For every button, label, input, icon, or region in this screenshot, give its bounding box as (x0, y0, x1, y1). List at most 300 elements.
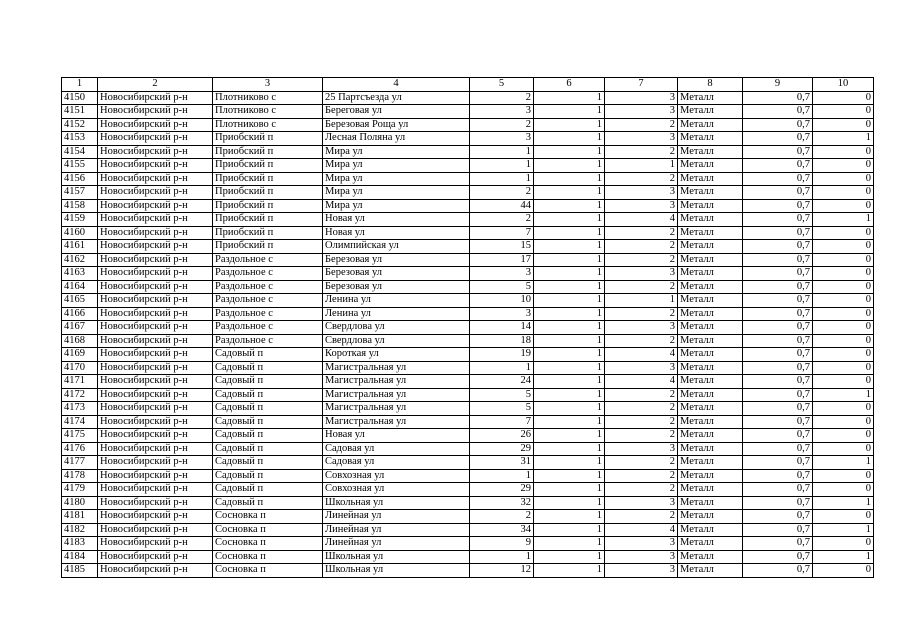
data-table (61, 77, 874, 578)
cell-settlement: Садовый п (213, 388, 323, 402)
table-row (62, 294, 874, 308)
cell-col-7: 2 (605, 280, 678, 294)
cell-col-7: 3 (605, 496, 678, 510)
cell-col-10: 0 (813, 402, 874, 416)
cell-material: Металл (678, 280, 743, 294)
cell-col-6: 1 (534, 105, 605, 119)
cell-district: Новосибирский р-н (98, 199, 213, 213)
cell-district: Новосибирский р-н (98, 307, 213, 321)
table-row (62, 537, 874, 551)
cell-col-6: 1 (534, 361, 605, 375)
cell-material: Металл (678, 172, 743, 186)
table-row (62, 253, 874, 267)
cell-settlement: Садовый п (213, 483, 323, 497)
cell-house-number: 26 (470, 429, 534, 443)
cell-col-6: 1 (534, 199, 605, 213)
cell-col-9: 0,7 (743, 402, 813, 416)
table-row (62, 213, 874, 227)
cell-settlement: Приобский п (213, 186, 323, 200)
table-row (62, 442, 874, 456)
cell-street: Садовая ул (323, 456, 470, 470)
cell-col-7: 3 (605, 132, 678, 146)
cell-district: Новосибирский р-н (98, 91, 213, 105)
cell-col-6: 1 (534, 456, 605, 470)
cell-col-6: 1 (534, 172, 605, 186)
cell-row-number: 4185 (62, 564, 98, 578)
cell-col-7: 2 (605, 334, 678, 348)
cell-street: Магистральная ул (323, 361, 470, 375)
cell-col-7: 3 (605, 91, 678, 105)
table-row (62, 402, 874, 416)
cell-row-number: 4176 (62, 442, 98, 456)
cell-settlement: Садовый п (213, 429, 323, 443)
cell-district: Новосибирский р-н (98, 456, 213, 470)
cell-settlement: Раздольное с (213, 280, 323, 294)
cell-street: Олимпийская ул (323, 240, 470, 254)
cell-col-7: 2 (605, 483, 678, 497)
column-header-9: 9 (743, 78, 813, 92)
cell-row-number: 4154 (62, 145, 98, 159)
cell-street: Короткая ул (323, 348, 470, 362)
cell-house-number: 1 (470, 361, 534, 375)
cell-col-7: 3 (605, 537, 678, 551)
cell-col-9: 0,7 (743, 550, 813, 564)
cell-col-9: 0,7 (743, 537, 813, 551)
table-row (62, 321, 874, 335)
cell-col-9: 0,7 (743, 348, 813, 362)
cell-row-number: 4168 (62, 334, 98, 348)
cell-col-6: 1 (534, 118, 605, 132)
cell-material: Металл (678, 91, 743, 105)
cell-house-number: 7 (470, 226, 534, 240)
column-header-7: 7 (605, 78, 678, 92)
cell-material: Металл (678, 226, 743, 240)
cell-col-9: 0,7 (743, 172, 813, 186)
cell-district: Новосибирский р-н (98, 429, 213, 443)
cell-col-9: 0,7 (743, 415, 813, 429)
cell-material: Металл (678, 456, 743, 470)
cell-settlement: Приобский п (213, 132, 323, 146)
cell-col-10: 0 (813, 321, 874, 335)
cell-col-6: 1 (534, 186, 605, 200)
cell-col-7: 1 (605, 294, 678, 308)
cell-settlement: Плотниково с (213, 105, 323, 119)
cell-col-6: 1 (534, 415, 605, 429)
cell-material: Металл (678, 186, 743, 200)
cell-row-number: 4153 (62, 132, 98, 146)
cell-col-10: 1 (813, 496, 874, 510)
cell-row-number: 4165 (62, 294, 98, 308)
cell-col-9: 0,7 (743, 564, 813, 578)
cell-settlement: Раздольное с (213, 321, 323, 335)
cell-col-10: 1 (813, 456, 874, 470)
cell-col-6: 1 (534, 550, 605, 564)
cell-col-7: 2 (605, 429, 678, 443)
table-row (62, 348, 874, 362)
cell-house-number: 2 (470, 186, 534, 200)
cell-house-number: 2 (470, 118, 534, 132)
cell-col-10: 0 (813, 240, 874, 254)
cell-district: Новосибирский р-н (98, 550, 213, 564)
cell-street: Мира ул (323, 159, 470, 173)
cell-settlement: Приобский п (213, 172, 323, 186)
table-row (62, 375, 874, 389)
cell-col-6: 1 (534, 280, 605, 294)
cell-settlement: Приобский п (213, 159, 323, 173)
cell-house-number: 32 (470, 496, 534, 510)
cell-material: Металл (678, 240, 743, 254)
cell-col-6: 1 (534, 510, 605, 524)
cell-street: Линейная ул (323, 510, 470, 524)
cell-settlement: Раздольное с (213, 294, 323, 308)
cell-col-10: 0 (813, 91, 874, 105)
cell-row-number: 4169 (62, 348, 98, 362)
cell-settlement: Садовый п (213, 496, 323, 510)
table-row (62, 564, 874, 578)
cell-col-9: 0,7 (743, 226, 813, 240)
cell-street: Березовая ул (323, 280, 470, 294)
cell-district: Новосибирский р-н (98, 321, 213, 335)
cell-street: Лесная Поляна ул (323, 132, 470, 146)
cell-house-number: 5 (470, 388, 534, 402)
cell-settlement: Раздольное с (213, 267, 323, 281)
cell-col-6: 1 (534, 442, 605, 456)
cell-house-number: 15 (470, 240, 534, 254)
cell-col-7: 4 (605, 348, 678, 362)
table-row (62, 388, 874, 402)
cell-row-number: 4174 (62, 415, 98, 429)
cell-col-6: 1 (534, 469, 605, 483)
cell-street: Свердлова ул (323, 321, 470, 335)
cell-row-number: 4178 (62, 469, 98, 483)
column-header-2: 2 (98, 78, 213, 92)
cell-house-number: 34 (470, 523, 534, 537)
cell-col-6: 1 (534, 523, 605, 537)
cell-col-9: 0,7 (743, 267, 813, 281)
column-header-4: 4 (323, 78, 470, 92)
cell-col-7: 2 (605, 388, 678, 402)
cell-col-7: 3 (605, 564, 678, 578)
cell-col-7: 3 (605, 321, 678, 335)
cell-district: Новосибирский р-н (98, 361, 213, 375)
cell-settlement: Приобский п (213, 240, 323, 254)
cell-col-10: 0 (813, 280, 874, 294)
cell-district: Новосибирский р-н (98, 226, 213, 240)
cell-col-7: 2 (605, 307, 678, 321)
cell-district: Новосибирский р-н (98, 280, 213, 294)
cell-row-number: 4172 (62, 388, 98, 402)
cell-col-10: 0 (813, 429, 874, 443)
cell-settlement: Сосновка п (213, 523, 323, 537)
cell-col-10: 0 (813, 159, 874, 173)
cell-house-number: 5 (470, 280, 534, 294)
cell-settlement: Сосновка п (213, 564, 323, 578)
cell-street: Мира ул (323, 172, 470, 186)
cell-house-number: 7 (470, 415, 534, 429)
cell-col-7: 3 (605, 267, 678, 281)
cell-row-number: 4160 (62, 226, 98, 240)
cell-house-number: 1 (470, 172, 534, 186)
cell-col-6: 1 (534, 564, 605, 578)
cell-col-7: 2 (605, 469, 678, 483)
cell-col-10: 0 (813, 375, 874, 389)
cell-col-10: 0 (813, 537, 874, 551)
cell-col-10: 0 (813, 199, 874, 213)
cell-street: Школьная ул (323, 564, 470, 578)
table-row (62, 280, 874, 294)
cell-col-7: 4 (605, 523, 678, 537)
cell-col-7: 1 (605, 159, 678, 173)
cell-settlement: Садовый п (213, 469, 323, 483)
cell-col-7: 2 (605, 240, 678, 254)
cell-col-9: 0,7 (743, 361, 813, 375)
cell-house-number: 44 (470, 199, 534, 213)
cell-material: Металл (678, 253, 743, 267)
table-row (62, 226, 874, 240)
cell-col-6: 1 (534, 226, 605, 240)
cell-col-10: 0 (813, 294, 874, 308)
table-row (62, 267, 874, 281)
cell-material: Металл (678, 307, 743, 321)
cell-district: Новосибирский р-н (98, 186, 213, 200)
cell-col-6: 1 (534, 240, 605, 254)
cell-col-9: 0,7 (743, 91, 813, 105)
cell-col-9: 0,7 (743, 253, 813, 267)
cell-col-9: 0,7 (743, 294, 813, 308)
cell-col-6: 1 (534, 132, 605, 146)
cell-row-number: 4155 (62, 159, 98, 173)
cell-col-7: 2 (605, 415, 678, 429)
table-row (62, 145, 874, 159)
cell-col-10: 0 (813, 483, 874, 497)
cell-row-number: 4183 (62, 537, 98, 551)
cell-house-number: 9 (470, 537, 534, 551)
cell-material: Металл (678, 402, 743, 416)
cell-district: Новосибирский р-н (98, 402, 213, 416)
cell-col-10: 1 (813, 213, 874, 227)
cell-material: Металл (678, 510, 743, 524)
column-header-8: 8 (678, 78, 743, 92)
cell-house-number: 3 (470, 267, 534, 281)
cell-col-7: 2 (605, 456, 678, 470)
cell-col-9: 0,7 (743, 456, 813, 470)
cell-row-number: 4182 (62, 523, 98, 537)
cell-district: Новосибирский р-н (98, 564, 213, 578)
cell-material: Металл (678, 375, 743, 389)
table-row (62, 469, 874, 483)
cell-district: Новосибирский р-н (98, 537, 213, 551)
cell-row-number: 4151 (62, 105, 98, 119)
cell-col-9: 0,7 (743, 442, 813, 456)
cell-col-10: 0 (813, 348, 874, 362)
cell-house-number: 31 (470, 456, 534, 470)
cell-col-6: 1 (534, 388, 605, 402)
cell-col-9: 0,7 (743, 375, 813, 389)
cell-house-number: 3 (470, 132, 534, 146)
cell-row-number: 4175 (62, 429, 98, 443)
cell-col-6: 1 (534, 91, 605, 105)
table-row (62, 483, 874, 497)
cell-col-10: 1 (813, 550, 874, 564)
table-row (62, 510, 874, 524)
table-row (62, 91, 874, 105)
cell-street: Магистральная ул (323, 415, 470, 429)
cell-street: Новая ул (323, 226, 470, 240)
cell-row-number: 4173 (62, 402, 98, 416)
cell-material: Металл (678, 483, 743, 497)
cell-row-number: 4177 (62, 456, 98, 470)
cell-col-6: 1 (534, 307, 605, 321)
cell-settlement: Садовый п (213, 348, 323, 362)
cell-house-number: 3 (470, 307, 534, 321)
cell-material: Металл (678, 105, 743, 119)
table-row (62, 159, 874, 173)
cell-district: Новосибирский р-н (98, 159, 213, 173)
cell-house-number: 2 (470, 213, 534, 227)
cell-settlement: Приобский п (213, 199, 323, 213)
cell-street: Магистральная ул (323, 388, 470, 402)
cell-row-number: 4167 (62, 321, 98, 335)
table-row (62, 550, 874, 564)
cell-material: Металл (678, 442, 743, 456)
cell-row-number: 4152 (62, 118, 98, 132)
cell-house-number: 1 (470, 469, 534, 483)
cell-street: Новая ул (323, 429, 470, 443)
cell-district: Новосибирский р-н (98, 469, 213, 483)
cell-col-9: 0,7 (743, 469, 813, 483)
cell-col-7: 4 (605, 213, 678, 227)
cell-district: Новосибирский р-н (98, 415, 213, 429)
cell-col-9: 0,7 (743, 307, 813, 321)
cell-col-7: 3 (605, 186, 678, 200)
cell-col-9: 0,7 (743, 429, 813, 443)
cell-house-number: 29 (470, 483, 534, 497)
cell-row-number: 4171 (62, 375, 98, 389)
cell-col-9: 0,7 (743, 496, 813, 510)
cell-settlement: Садовый п (213, 456, 323, 470)
cell-material: Металл (678, 199, 743, 213)
cell-material: Металл (678, 361, 743, 375)
cell-street: Совхозная ул (323, 483, 470, 497)
cell-col-7: 3 (605, 105, 678, 119)
table-row (62, 199, 874, 213)
cell-street: Мира ул (323, 145, 470, 159)
cell-district: Новосибирский р-н (98, 348, 213, 362)
cell-settlement: Раздольное с (213, 334, 323, 348)
cell-col-7: 3 (605, 361, 678, 375)
cell-col-10: 0 (813, 186, 874, 200)
cell-col-9: 0,7 (743, 145, 813, 159)
cell-district: Новосибирский р-н (98, 334, 213, 348)
cell-material: Металл (678, 321, 743, 335)
cell-district: Новосибирский р-н (98, 496, 213, 510)
cell-house-number: 2 (470, 91, 534, 105)
cell-col-10: 1 (813, 523, 874, 537)
cell-district: Новосибирский р-н (98, 145, 213, 159)
cell-col-6: 1 (534, 334, 605, 348)
cell-district: Новосибирский р-н (98, 132, 213, 146)
cell-street: Ленина ул (323, 294, 470, 308)
cell-house-number: 10 (470, 294, 534, 308)
column-header-6: 6 (534, 78, 605, 92)
cell-street: Магистральная ул (323, 375, 470, 389)
cell-street: Линейная ул (323, 537, 470, 551)
table-row (62, 496, 874, 510)
cell-col-9: 0,7 (743, 388, 813, 402)
cell-col-10: 0 (813, 145, 874, 159)
table-row (62, 456, 874, 470)
cell-district: Новосибирский р-н (98, 294, 213, 308)
cell-col-9: 0,7 (743, 186, 813, 200)
cell-material: Металл (678, 429, 743, 443)
cell-street: Мира ул (323, 199, 470, 213)
cell-col-10: 0 (813, 415, 874, 429)
cell-street: Береговая ул (323, 105, 470, 119)
cell-row-number: 4170 (62, 361, 98, 375)
cell-house-number: 19 (470, 348, 534, 362)
cell-row-number: 4161 (62, 240, 98, 254)
cell-col-10: 1 (813, 388, 874, 402)
cell-col-10: 0 (813, 226, 874, 240)
cell-material: Металл (678, 294, 743, 308)
cell-row-number: 4180 (62, 496, 98, 510)
cell-settlement: Сосновка п (213, 550, 323, 564)
cell-street: Новая ул (323, 213, 470, 227)
cell-col-6: 1 (534, 483, 605, 497)
cell-col-9: 0,7 (743, 105, 813, 119)
cell-col-9: 0,7 (743, 159, 813, 173)
cell-row-number: 4164 (62, 280, 98, 294)
cell-district: Новосибирский р-н (98, 442, 213, 456)
cell-district: Новосибирский р-н (98, 253, 213, 267)
cell-row-number: 4156 (62, 172, 98, 186)
table-row (62, 523, 874, 537)
column-header-10: 10 (813, 78, 874, 92)
cell-settlement: Приобский п (213, 213, 323, 227)
cell-col-7: 3 (605, 199, 678, 213)
table-row (62, 361, 874, 375)
cell-row-number: 4181 (62, 510, 98, 524)
cell-col-10: 0 (813, 267, 874, 281)
cell-district: Новосибирский р-н (98, 172, 213, 186)
cell-col-10: 0 (813, 469, 874, 483)
cell-street: 25 Партсъезда ул (323, 91, 470, 105)
cell-col-6: 1 (534, 145, 605, 159)
cell-settlement: Сосновка п (213, 537, 323, 551)
cell-col-9: 0,7 (743, 240, 813, 254)
cell-material: Металл (678, 469, 743, 483)
cell-col-10: 0 (813, 442, 874, 456)
cell-house-number: 24 (470, 375, 534, 389)
cell-col-10: 0 (813, 105, 874, 119)
cell-col-10: 0 (813, 172, 874, 186)
cell-material: Металл (678, 348, 743, 362)
cell-col-7: 4 (605, 375, 678, 389)
cell-house-number: 18 (470, 334, 534, 348)
cell-col-9: 0,7 (743, 199, 813, 213)
cell-street: Школьная ул (323, 496, 470, 510)
cell-district: Новосибирский р-н (98, 118, 213, 132)
cell-material: Металл (678, 415, 743, 429)
cell-row-number: 4159 (62, 213, 98, 227)
cell-col-10: 0 (813, 361, 874, 375)
cell-settlement: Плотниково с (213, 118, 323, 132)
cell-col-7: 2 (605, 510, 678, 524)
table-row (62, 240, 874, 254)
cell-col-9: 0,7 (743, 334, 813, 348)
cell-col-6: 1 (534, 321, 605, 335)
cell-col-10: 0 (813, 253, 874, 267)
